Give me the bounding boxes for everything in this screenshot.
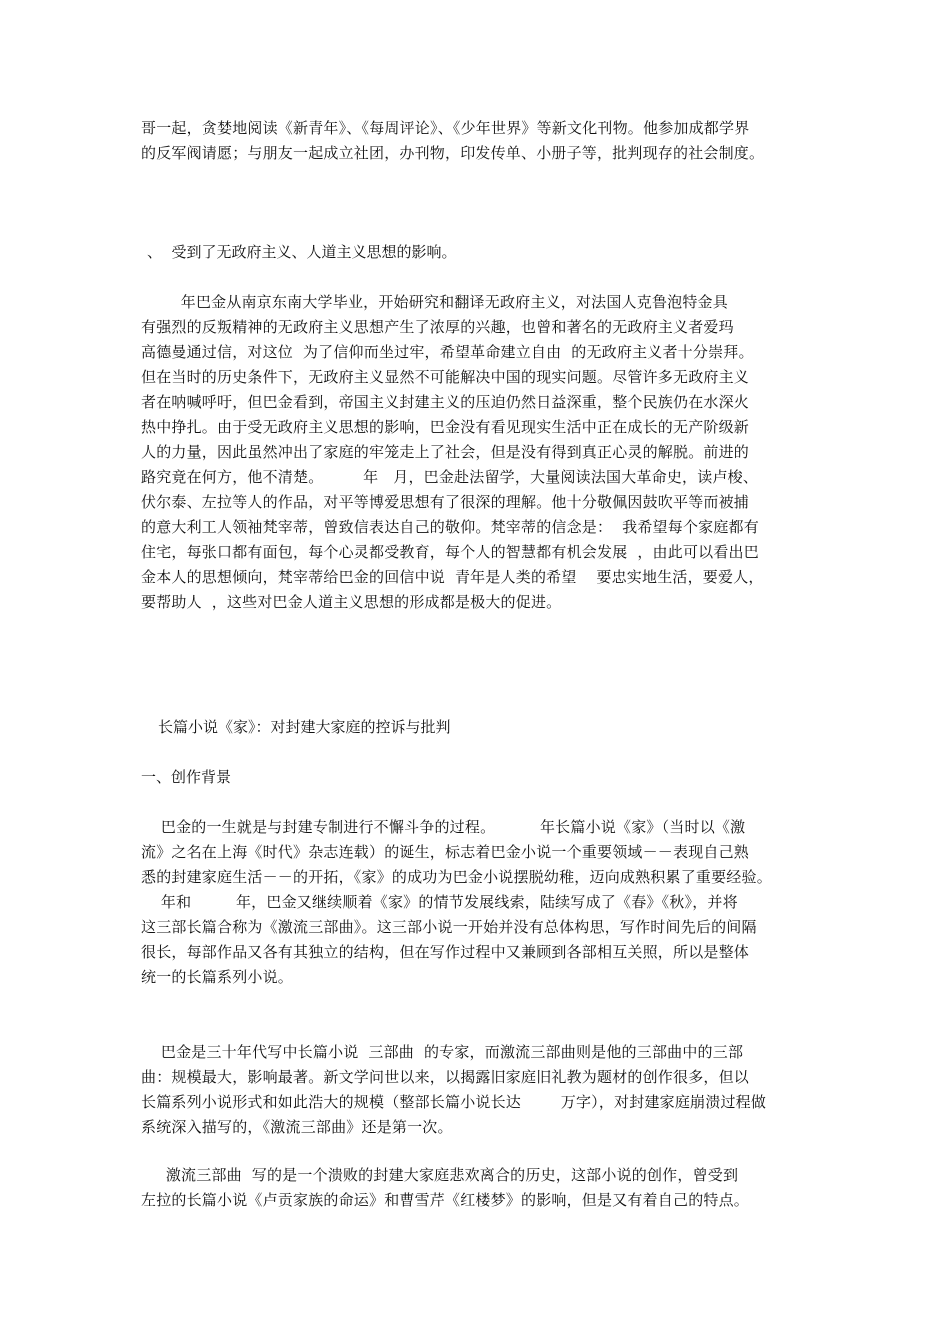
text-line: 者在呐喊呼吁，但巴金看到，帝国主义封建主义的压迫仍然日益深重，整个民族仍在水深火: [141, 393, 750, 411]
text-line: 年巴金从南京东南大学毕业，开始研究和翻译无政府主义，对法国人克鲁泡特金具: [141, 293, 728, 311]
text-line: 激流三部曲 写的是一个溃败的封建大家庭悲欢离合的历史，这部小说的创作，曾受到: [141, 1166, 739, 1184]
text-line: 路究竟在何方，他不清楚。 年 月，巴金赴法留学，大量阅读法国大革命史，读卢梭、: [141, 468, 759, 486]
text-line: 但在当时的历史条件下，无政府主义显然不可能解决中国的现实问题。尽管许多无政府主义: [141, 368, 750, 386]
chapter-title: 长篇小说《家》：对封建大家庭的控诉与批判: [158, 718, 451, 736]
text-line: 年和 年，巴金又继续顺着《家》的情节发展线索，陆续写成了《春》《秋》，并将: [141, 893, 738, 911]
section-heading: 、 受到了无政府主义、人道主义思想的影响。: [147, 243, 457, 261]
text-line: 这三部长篇合称为《激流三部曲》。这三部小说一开始并没有总体构思，写作时间先后的间隔: [141, 918, 757, 936]
text-line: 的反军阀请愿；与朋友一起成立社团，办刊物，印发传单、小册子等，批判现存的社会制度。: [141, 144, 765, 162]
text-line: 高德曼通过信，对这位 为了信仰而坐过牢，希望革命建立自由 的无政府主义者十分崇拜。: [141, 343, 754, 361]
text-line: 有强烈的反叛精神的无政府主义思想产生了浓厚的兴趣，也曾和著名的无政府主义者爱玛: [141, 318, 734, 336]
text-line: 热中挣扎。由于受无政府主义思想的影响，巴金没有看见现实生活中正在成长的无产阶级新: [141, 418, 750, 436]
text-line: 统一的长篇系列小说。: [141, 968, 294, 986]
text-line: 流》之名在上海《时代》杂志连载）的诞生，标志着巴金小说一个重要领域－－表现自己熟: [141, 843, 750, 861]
text-line: 人的力量，因此虽然冲出了家庭的牢笼走上了社会，但是没有得到真正心灵的解脱。前进的: [141, 443, 750, 461]
text-line: 曲：规模最大，影响最著。新文学问世以来，以揭露旧家庭旧礼教为题材的创作很多，但以: [141, 1068, 750, 1086]
text-line: 伏尔泰、左拉等人的作品，对平等博爱思想有了很深的理解。他十分敬佩因鼓吹平等而被捕: [141, 493, 750, 511]
text-line: 悉的封建家庭生活－－的开拓，《家》的成功为巴金小说摆脱幼稚，迈向成熟积累了重要经验。: [141, 868, 772, 886]
text-line: 很长，每部作品又各有其独立的结构，但在写作过程中又兼顾到各部相互关照，所以是整体: [141, 943, 750, 961]
text-line: 系统深入描写的，《激流三部曲》还是第一次。: [141, 1118, 453, 1136]
text-line: 左拉的长篇小说《卢贡家族的命运》和曹雪芹《红楼梦》的影响，但是又有着自己的特点。: [141, 1191, 750, 1209]
text-line: 巴金的一生就是与封建专制进行不懈斗争的过程。 年长篇小说《家》（当时以《激: [141, 818, 746, 836]
text-line: 金本人的思想倾向，梵宰蒂给巴金的回信中说 青年是人类的希望 要忠实地生活，要爱人，: [141, 568, 764, 586]
text-line: 的意大利工人领袖梵宰蒂，曾致信表达自己的敬仰。梵宰蒂的信念是： 我希望每个家庭都有: [141, 518, 759, 536]
text-line: 长篇系列小说形式和如此浩大的规模（整部长篇小说长达 万字），对封建家庭崩溃过程做: [141, 1093, 767, 1111]
section-heading: 一、创作背景: [141, 768, 232, 786]
text-line: 要帮助人 ，这些对巴金人道主义思想的形成都是极大的促进。: [141, 593, 562, 611]
text-line: 巴金是三十年代写中长篇小说 三部曲 的专家，而激流三部曲则是他的三部曲中的三部: [141, 1043, 744, 1061]
text-line: 住宅，每张口都有面包，每个心灵都受教育，每个人的智慧都有机会发展 ，由此可以看出巴: [141, 543, 759, 561]
text-line: 哥一起，贪婪地阅读《新青年》、《每周评论》、《少年世界》等新文化刊物。他参加成都学界: [141, 119, 750, 137]
